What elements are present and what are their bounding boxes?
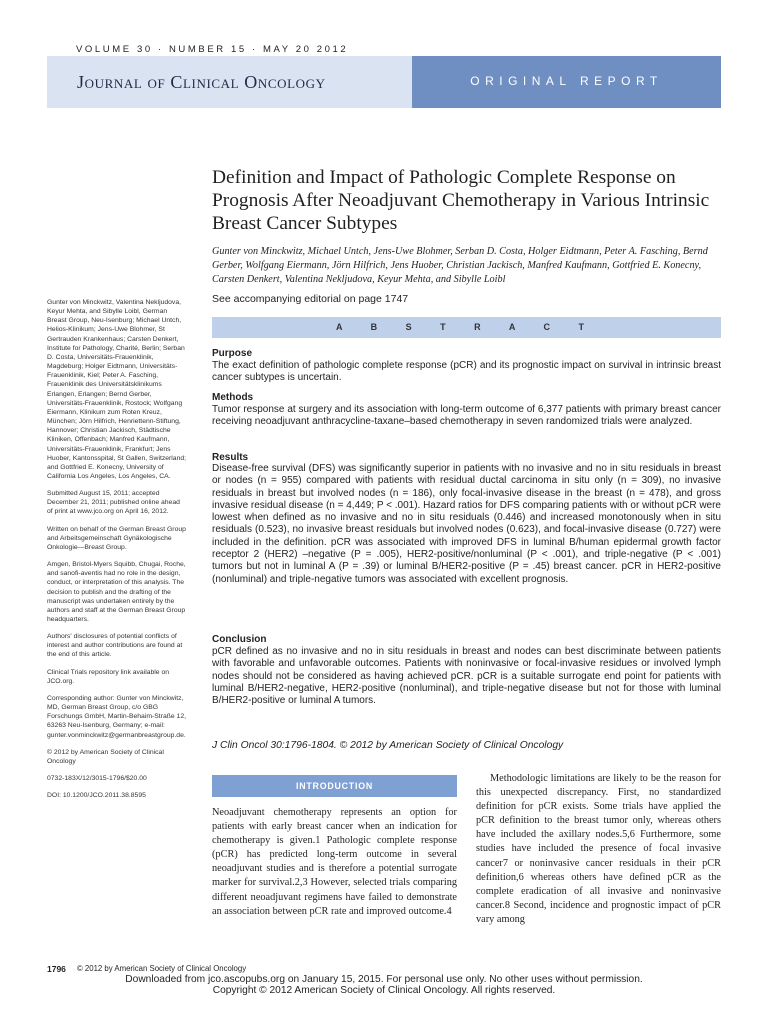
page-number: 1796 bbox=[47, 964, 66, 974]
volume-issue-line: VOLUME 30 · NUMBER 15 · MAY 20 2012 bbox=[76, 44, 349, 55]
journal-header bbox=[47, 56, 721, 108]
funding-note: Amgen, Bristol-Myers Squibb, Chugai, Roche, and sanofi-aventis had no role in the design, conduct, or interpretation of this analysis. The decision to publish and the drafting of the manuscript was undertaken entirely by the authors and staff at the German Breast Group headquarters. bbox=[47, 561, 186, 623]
rights-notice: Copyright © 2012 American Society of Clinical Oncology. All rights reserved. bbox=[212, 985, 556, 996]
doi: DOI: 10.1200/JCO.2011.38.8595 bbox=[47, 792, 146, 800]
disclosures-note: Authors' disclosures of potential conflicts of interest and author contributions are found at the end of this article. bbox=[47, 633, 183, 659]
abstract-label: A B S T R A C T bbox=[336, 322, 597, 332]
conclusion-text: pCR defined as no invasive and no in situ residuals in breast and nodes can best discriminate between patients with favorable and unfavorable outcomes. Patients with noninvasive or focal-invasive residues or involved lymph nodes should not be considered as having achieved pCR. pCR is a suitable surrogate end point for patients with luminal B/HER2-negative, HER2-positive (nonluminal), and triple-negative disease but not for those with luminal B/HER2-positive or luminal A tumors. bbox=[212, 646, 721, 707]
introduction-header-bar bbox=[212, 775, 457, 797]
purpose-heading: Purpose bbox=[212, 348, 253, 359]
article-sidebar bbox=[47, 298, 187, 808]
methods-text: Tumor response at surgery and its association with long-term outcome of 6,377 patients with primary breast cancer receiving neoadjuvant anthracycline-taxane–based chemotherapy in seven randomized trials were analyzed. bbox=[212, 404, 721, 428]
page-copyright: © 2012 by American Society of Clinical Oncology bbox=[77, 964, 247, 973]
results-heading: Results bbox=[212, 452, 249, 463]
introduction-paragraph: Neoadjuvant chemotherapy represents an option for patients with early breast cancer when an indication for chemotherapy is given.1 Pathologic complete response (pCR) has predicted long-term outcome in several neoadjuvant studies and is therefore a potential surrogate marker for survival.2,3 However, selected trials comparing different neoadjuvant regimens have failed to demonstrate an association between pCR rate and improved outcome.4 bbox=[212, 807, 457, 917]
report-type-label: ORIGINAL REPORT bbox=[470, 74, 663, 88]
sidebar-copyright: © 2012 by American Society of Clinical Oncology bbox=[47, 748, 164, 765]
introduction-paragraph: Methodologic limitations are likely to be the reason for this unexpected discrepancy. First, no standardized definition for pCR exists. Some trials have applied the pCR definition to the breast tumor only, whereas others have included the axillary nodes.5,6 Furthermore, some studies have included the presence of focal invasive cancer7 or noninvasive cancer residuals in their pCR definition,6 whereas others have defined pCR as the complete eradication of all invasive and noninvasive cancer.8 Second, incidence and prognostic impact of pCR vary among bbox=[476, 773, 721, 925]
download-notice: Downloaded from jco.ascopubs.org on January 15, 2015. For personal use only. No other uses without permission. bbox=[125, 974, 643, 985]
author-affiliations: Gunter von Minckwitz, Valentina Nekljudova, Keyur Mehta, and Sibylle Loibl, German Breast Group, Neu-Isenburg; Michael Untch, Helios-Klinikum; Jens-Uwe Blohmer, St Gertrauden Krankenhaus; Carsten Denkert, Institute for Pathology, Charité, Berlin; Serban D. Costa, Universitäts-Frauenklinik, Magdeburg; Holger Eidtmann, Universitäts-Frauenklinik, Kiel; Peter A. Fasching, Frauenklinik des Universitätsklinikums Erlangen, Erlangen; Bernd Gerber, Universitäts-Frauenklinik, Rostock; Wolfgang Eiermann, Klinikum zum Roten Kreuz, München; Jörn Hilfrich, Henriettenn-Stiftung, Hannover; Christian Jackisch, Städtische Kliniken, Offenbach; Manfred Kaufmann, Universitäts-Frauenklinik, Frankfurt; Jens Huober, Kantonsspital, St Gallen, Switzerland; and Gottfried E. Konecny, University of California Los Angeles, Los Angeles, CA. bbox=[47, 299, 187, 480]
clinical-trials-note: Clinical Trials repository link available on JCO.org. bbox=[47, 668, 170, 685]
purpose-text: The exact definition of pathologic complete response (pCR) and its prognostic impact on survival in intrinsic breast cancer subtypes is uncertain. bbox=[212, 360, 721, 384]
submission-dates: Submitted August 15, 2011; accepted December 21, 2011; published online ahead of print at www.jco.org on April 16, 2012. bbox=[47, 490, 180, 516]
author-list: Gunter von Minckwitz, Michael Untch, Jens-Uwe Blohmer, Serban D. Costa, Holger Eidtmann, Peter A. Fasching, Bernd Gerber, Wolfgang Eiermann, Jörn Hilfrich, Jens Huober, Christian Jackisch, Manfred Kaufmann, Gottfried E. Konecny, Carsten Denkert, Valentina Nekljudova, Keyur Mehta, and Sibylle Loibl bbox=[212, 246, 708, 285]
corresponding-author: Corresponding author: Gunter von Minckwitz, MD, German Breast Group, c/o GBG Forschungs GmbH, Martin-Behaim-Straße 12, 63263 Neu-Isenburg, Germany; e-mail: gunter.vonminckwitz@germanbreastgroup.de. bbox=[47, 694, 187, 739]
group-note: Written on behalf of the German Breast Group and Arbeitsgemeinschaft Gynäkologische Onkologie—Breast Group. bbox=[47, 525, 186, 551]
article-title: Definition and Impact of Pathologic Complete Response on Prognosis After Neoadjuvant Chemotherapy in Various Intrinsic Breast Cancer Subtypes bbox=[212, 167, 710, 234]
journal-citation: J Clin Oncol 30:1796-1804. © 2012 by American Society of Clinical Oncology bbox=[212, 740, 564, 751]
journal-name-box bbox=[47, 56, 412, 108]
issn: 0732-183X/12/3015-1796/$20.00 bbox=[47, 775, 147, 783]
introduction-heading: INTRODUCTION bbox=[295, 781, 374, 791]
results-text: Disease-free survival (DFS) was significantly superior in patients with no invasive and no in situ residuals in breast or nodes (n = 955) compared with patients with residual ductal carcinoma in situ only (n = 309), no invasive residuals in breast but involved nodes (n = 186), only focal-invasive disease in the breast (n = 478), and gross invasive residual disease (n = 4,449; P < .001). Hazard ratios for DFS comparing patients with or without pCR were lowest when defined as no invasive and no in situ residuals (0.446) and increased monotonously when in situ residuals (0.523), no invasive breast residuals but involved nodes (0.623), and focal-invasive disease (0.727) were included in the definition. pCR was associated with improved DFS in luminal B/human epidermal growth factor receptor 2 (HER2) –negative (P = .005), HER2-positive/nonluminal (P < .001), and triple-negative (P < .001) tumors but not in luminal A (P = .39) or luminal B/HER2-positive (P = .45) breast cancer. pCR in HER2-positive (nonluminal) and triple-negative tumors was associated with excellent prognosis. bbox=[212, 463, 721, 585]
methods-heading: Methods bbox=[212, 392, 254, 403]
journal-name: Journal of Clinical Oncology bbox=[77, 72, 326, 92]
abstract-header-bar bbox=[212, 317, 721, 338]
editorial-note: See accompanying editorial on page 1747 bbox=[212, 293, 409, 305]
conclusion-heading: Conclusion bbox=[212, 634, 267, 645]
report-type-box bbox=[412, 56, 721, 108]
